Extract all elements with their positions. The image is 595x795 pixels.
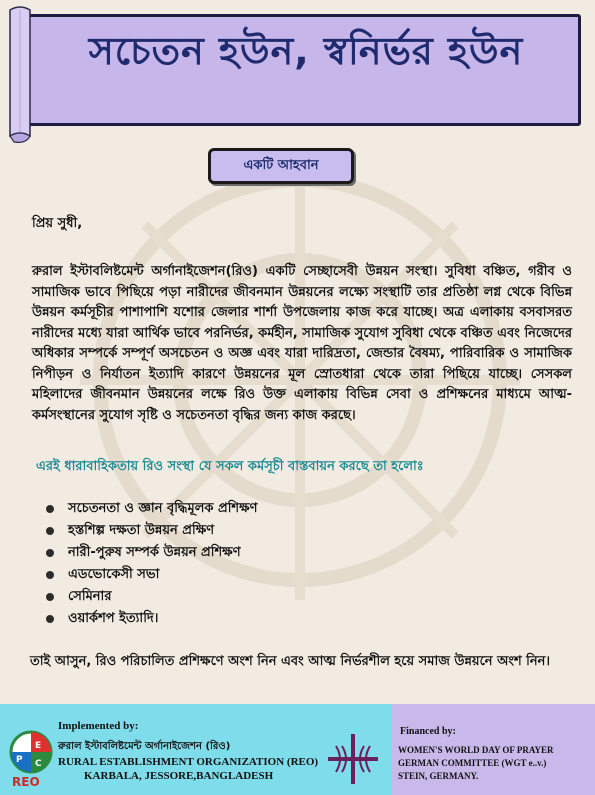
page-title: সচেতন হউন, স্বনির্ভর হউন <box>88 29 524 73</box>
scroll-roll-icon <box>6 4 34 144</box>
logo-text: REO <box>12 775 40 788</box>
program-label: সেমিনার <box>68 588 112 604</box>
footer <box>0 704 595 795</box>
list-item <box>46 586 258 608</box>
greeting: প্রিয় সুধী, <box>32 216 83 231</box>
logo-letter: C <box>35 759 42 769</box>
funder-line: GERMAN COMMITTEE (WGT e..v.) <box>398 758 547 768</box>
list-item <box>46 520 258 542</box>
program-label: সচেতনতা ও জ্ঞান বৃদ্ধিমূলক প্রশিক্ষণ <box>68 500 258 516</box>
title-banner <box>6 4 588 126</box>
reo-logo-icon <box>8 728 54 788</box>
list-item <box>46 608 258 630</box>
logo-letter: P <box>16 755 23 765</box>
implemented-by-label: Implemented by: <box>58 720 139 732</box>
closing-appeal: তাই আসুন, রিও পরিচালিত প্রশিক্ষণে অংশ নিন এবং আত্ম নির্ভরশীল হয়ে সমাজ উন্নয়নে অংশ নিন। <box>30 654 551 669</box>
programs-heading: এরই ধারাবাহিকতায় রিও সংস্থা যে সকল কর্মসূচী বাস্তবায়ন করছে তা হলোঃ <box>36 459 424 474</box>
program-label: এডভোকেসী সভা <box>68 566 160 582</box>
call-badge: একটি আহবান <box>208 148 354 184</box>
funder-line: WOMEN'S WORLD DAY OF PRAYER <box>398 745 554 755</box>
bullet-icon <box>46 571 54 579</box>
implementer-panel <box>0 704 392 795</box>
intro-paragraph: রুরাল ইস্টাবলিষ্টমেন্ট অর্গানাইজেশন(রিও) একটি সেচ্ছাসেবী উন্নয়ন সংস্থা। সুবিধা বঞ্চিত, গরীব ও সামাজিক ভাবে পিছিয়ে পড়া নারীদের জীবনমান উন্নয়নের লক্ষ্যে সংস্থাটি তার প্রতিষ্ঠা লগ্ন থেকে বিভিন্ন উন্নয়ন কর্মসূচীর পাশাপাশি যশোর জেলার শার্শা উপজেলায় কাজ করে যাচ্ছে। অত্র এলাকায় বসবাসরত নারীদের মধ্যে যারা আর্থিক ভাবে পরনির্ভর, কর্মহীন, সামাজিক সুযোগ সুবিধা থেকে বঞ্চিত এবং নিজেদের অধিকার সম্পর্কে সম্পূর্ণ অসচেতন ও অজ্ঞ এবং যারা দারিদ্রতা, জেন্ডার বৈষম্য, পারিবারিক ও সামাজিক নিপীড়ন ও নির্যাতন ইত্যাদি কারণে উন্নয়নের মূল স্রোতধারা থেকে তারা পিছিয়ে যাচ্ছে। সেসকল মহিলাদের জীবনমান উন্নয়নের লক্ষে রিও উক্ত এলাকায় বিভিন্ন সেবা ও প্রশিক্ষনের মাধ্যমে আত্ম-কর্মসংস্থানের সুযোগ সৃষ্টি ও সচেতনতা বৃদ্ধির জন্য কাজ করছে। <box>32 264 572 423</box>
org-name-english: RURAL ESTABLISHMENT ORGANIZATION (REO) <box>58 756 319 768</box>
org-name-bangla: রুরাল ইস্টাবলিষ্টমেন্ট অর্গানাইজেশন (রিও) <box>58 741 231 752</box>
program-label: নারী-পুরুষ সম্পর্ক উন্নয়ন প্রশিক্ষণ <box>68 544 241 560</box>
list-item <box>46 564 258 586</box>
financed-by-label: Financed by: <box>400 726 456 737</box>
bullet-icon <box>46 549 54 557</box>
list-item <box>46 498 258 520</box>
programs-list <box>46 498 258 630</box>
org-address: KARBALA, JESSORE,BANGLADESH <box>84 770 274 782</box>
program-label: ওয়ার্কশপ ইত্যাদি। <box>68 610 159 626</box>
list-item <box>46 542 258 564</box>
funder-name <box>398 744 554 783</box>
program-label: হস্তশিল্প দক্ষতা উন্নয়ন প্রক্ষিণ <box>68 522 215 538</box>
wwdp-cross-logo-icon <box>324 732 382 786</box>
bullet-icon <box>46 593 54 601</box>
bullet-icon <box>46 527 54 535</box>
bullet-icon <box>46 505 54 513</box>
bullet-icon <box>46 615 54 623</box>
funder-panel <box>392 704 595 795</box>
funder-line: STEIN, GERMANY. <box>398 771 479 781</box>
logo-letter: E <box>35 741 42 751</box>
